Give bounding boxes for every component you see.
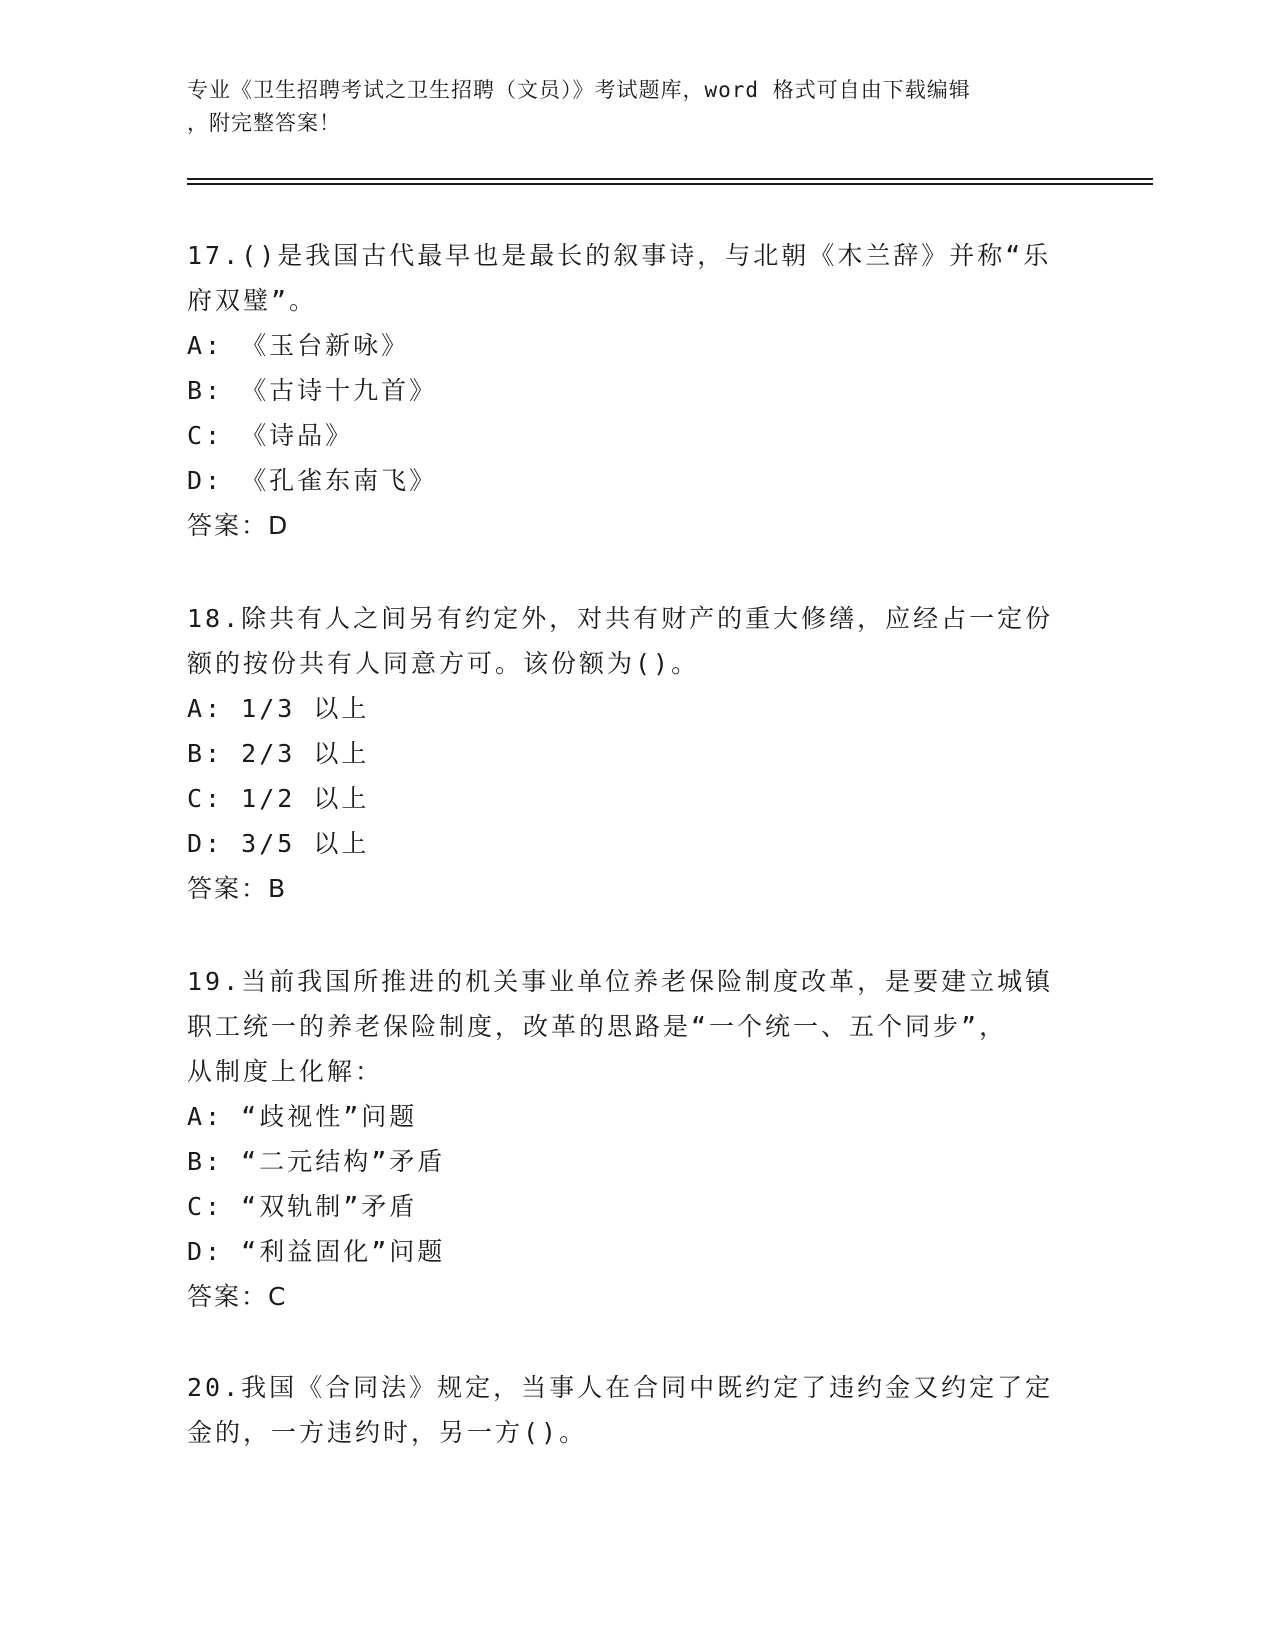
option-a: A: “歧视性”问题 (187, 1102, 418, 1131)
answer-label: 答案：D (187, 511, 290, 540)
question-stem-line: 从制度上化解： (187, 1057, 384, 1086)
question-stem-line: 19.当前我国所推进的机关事业单位养老保险制度改革，是要建立城镇 (187, 967, 1054, 996)
header-line-1: 专业《卫生招聘考试之卫生招聘（文员）》考试题库，word 格式可自由下载编辑 (187, 78, 971, 102)
answer-label: 答案：C (187, 1282, 288, 1311)
question-stem-line: 17.()是我国古代最早也是最长的叙事诗，与北朝《木兰辞》并称“乐 (187, 241, 1052, 270)
header-line-2: ，附完整答案！ (187, 111, 341, 135)
option-b: B: “二元结构”矛盾 (187, 1147, 446, 1176)
option-c: C: 《诗品》 (187, 421, 354, 450)
document-header (187, 74, 1067, 140)
answer-label: 答案：B (187, 874, 288, 903)
question-stem-line: 府双璧”。 (187, 286, 318, 315)
option-a: A: 1/3 以上 (187, 694, 370, 723)
question-19 (187, 959, 1077, 1319)
header-divider-bottom (187, 183, 1153, 185)
option-d: D: “利益固化”问题 (187, 1237, 446, 1266)
question-20 (187, 1365, 1077, 1455)
question-17 (187, 233, 1077, 548)
question-stem-line: 职工统一的养老保险制度，改革的思路是“一个统一、五个同步”， (187, 1012, 1008, 1041)
option-d: D: 3/5 以上 (187, 829, 370, 858)
option-b: B: 2/3 以上 (187, 739, 370, 768)
option-b: B: 《古诗十九首》 (187, 376, 438, 405)
question-stem-line: 金的，一方违约时，另一方()。 (187, 1418, 588, 1447)
option-a: A: 《玉台新咏》 (187, 331, 410, 360)
question-stem-line: 18.除共有人之间另有约定外，对共有财产的重大修缮，应经占一定份 (187, 604, 1054, 633)
option-d: D: 《孔雀东南飞》 (187, 466, 438, 495)
question-stem-line: 额的按份共有人同意方可。该份额为()。 (187, 649, 700, 678)
option-c: C: “双轨制”矛盾 (187, 1192, 418, 1221)
option-c: C: 1/2 以上 (187, 784, 370, 813)
header-divider-top (187, 178, 1153, 180)
question-18 (187, 596, 1077, 911)
question-stem-line: 20.我国《合同法》规定，当事人在合同中既约定了违约金又约定了定 (187, 1373, 1054, 1402)
